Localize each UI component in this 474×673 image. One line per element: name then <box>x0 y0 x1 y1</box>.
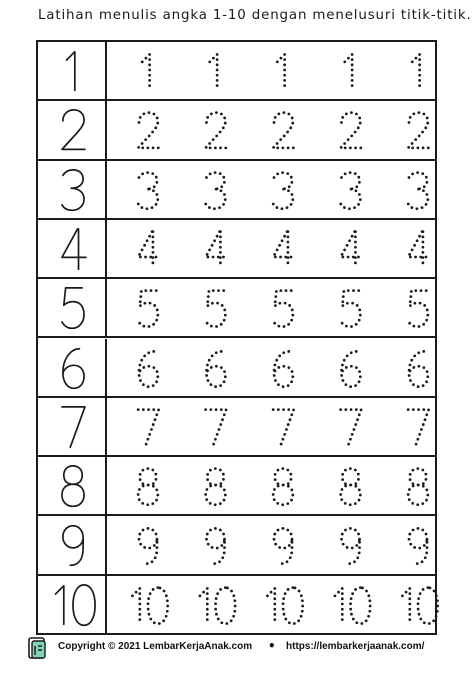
row-digits <box>38 161 435 220</box>
row-digits <box>38 576 435 635</box>
dotted-trace-digit <box>206 351 225 386</box>
dotted-trace-digit <box>274 351 293 386</box>
row-digits <box>38 101 435 160</box>
model-digit <box>56 585 96 625</box>
number-row <box>38 279 435 338</box>
dotted-trace-digit <box>273 409 294 445</box>
dotted-trace-digit <box>210 54 217 88</box>
dotted-trace-digit <box>138 113 159 148</box>
dotted-trace-digit <box>341 172 361 208</box>
dotted-trace-digit <box>273 232 294 268</box>
model-digit <box>62 466 84 506</box>
dotted-trace-digit <box>341 469 361 505</box>
dotted-trace-digit <box>273 172 293 208</box>
dotted-trace-digit <box>341 409 362 445</box>
dotted-trace-digit <box>200 587 235 623</box>
dotted-trace-digit <box>132 587 167 623</box>
dotted-trace-digit <box>206 113 227 148</box>
dotted-trace-digit <box>142 54 149 88</box>
number-row <box>38 457 435 516</box>
model-digit <box>63 348 84 388</box>
dotted-trace-digit <box>341 291 361 327</box>
worksheet-logo-icon <box>28 636 48 660</box>
dotted-trace-digit <box>335 587 370 623</box>
dotted-trace-digit <box>206 409 227 445</box>
dotted-trace-digit <box>273 113 294 148</box>
website-url: https://lembarkerjaanak.com/ <box>286 641 425 652</box>
tracing-grid <box>36 40 437 635</box>
dotted-trace-digit <box>138 409 159 445</box>
number-row <box>38 42 435 101</box>
number-row <box>38 161 435 220</box>
dotted-trace-digit <box>138 469 158 505</box>
dotted-trace-digit <box>139 351 158 386</box>
dotted-trace-digit <box>267 587 302 623</box>
footer <box>28 636 468 662</box>
dotted-trace-digit <box>138 291 158 327</box>
dotted-trace-digit <box>408 409 429 445</box>
dotted-trace-digit <box>341 351 360 386</box>
dotted-trace-digit <box>409 351 428 386</box>
dotted-trace-digit <box>409 529 427 564</box>
dotted-trace-digit <box>408 469 428 505</box>
dotted-trace-digit <box>408 113 429 148</box>
row-digits <box>38 220 435 279</box>
model-digit <box>62 407 85 447</box>
dotted-trace-digit <box>139 529 157 564</box>
dotted-trace-digit <box>273 469 293 505</box>
dotted-trace-digit <box>412 54 419 88</box>
dotted-trace-digit <box>408 232 429 268</box>
row-digits <box>38 516 435 575</box>
model-digit <box>63 526 83 566</box>
dotted-trace-digit <box>206 291 226 327</box>
dotted-trace-digit <box>206 469 226 505</box>
model-digit <box>62 288 84 328</box>
footer-separator: • <box>268 639 276 653</box>
row-digits <box>38 279 435 338</box>
dotted-trace-digit <box>402 587 437 623</box>
row-digits <box>38 398 435 457</box>
dotted-trace-digit <box>138 172 158 208</box>
dotted-trace-digit <box>341 529 359 564</box>
dotted-trace-digit <box>274 529 292 564</box>
dotted-trace-digit <box>206 172 226 208</box>
dotted-trace-digit <box>341 113 362 148</box>
dotted-trace-digit <box>345 54 352 88</box>
dotted-trace-digit <box>277 54 284 88</box>
number-row <box>38 220 435 279</box>
worksheet-title: Latihan menulis angka 1-10 dengan menelusuri titik-titik. <box>38 8 472 23</box>
row-digits <box>38 339 435 398</box>
dotted-trace-digit <box>138 232 159 268</box>
dotted-trace-digit <box>408 291 428 327</box>
number-row <box>38 101 435 160</box>
row-digits <box>38 457 435 516</box>
row-digits <box>38 42 435 101</box>
number-row <box>38 398 435 457</box>
dotted-trace-digit <box>206 529 224 564</box>
model-digit <box>62 229 86 269</box>
dotted-trace-digit <box>206 232 227 268</box>
dotted-trace-digit <box>341 232 362 268</box>
model-digit <box>62 169 84 209</box>
dotted-trace-digit <box>273 291 293 327</box>
dotted-trace-digit <box>408 172 428 208</box>
copyright-text: Copyright © 2021 LembarKerjaAnak.com <box>58 641 253 652</box>
number-row <box>38 339 435 398</box>
number-row <box>38 516 435 575</box>
number-row <box>38 576 435 635</box>
model-digit <box>62 110 85 150</box>
model-digit <box>67 52 75 91</box>
